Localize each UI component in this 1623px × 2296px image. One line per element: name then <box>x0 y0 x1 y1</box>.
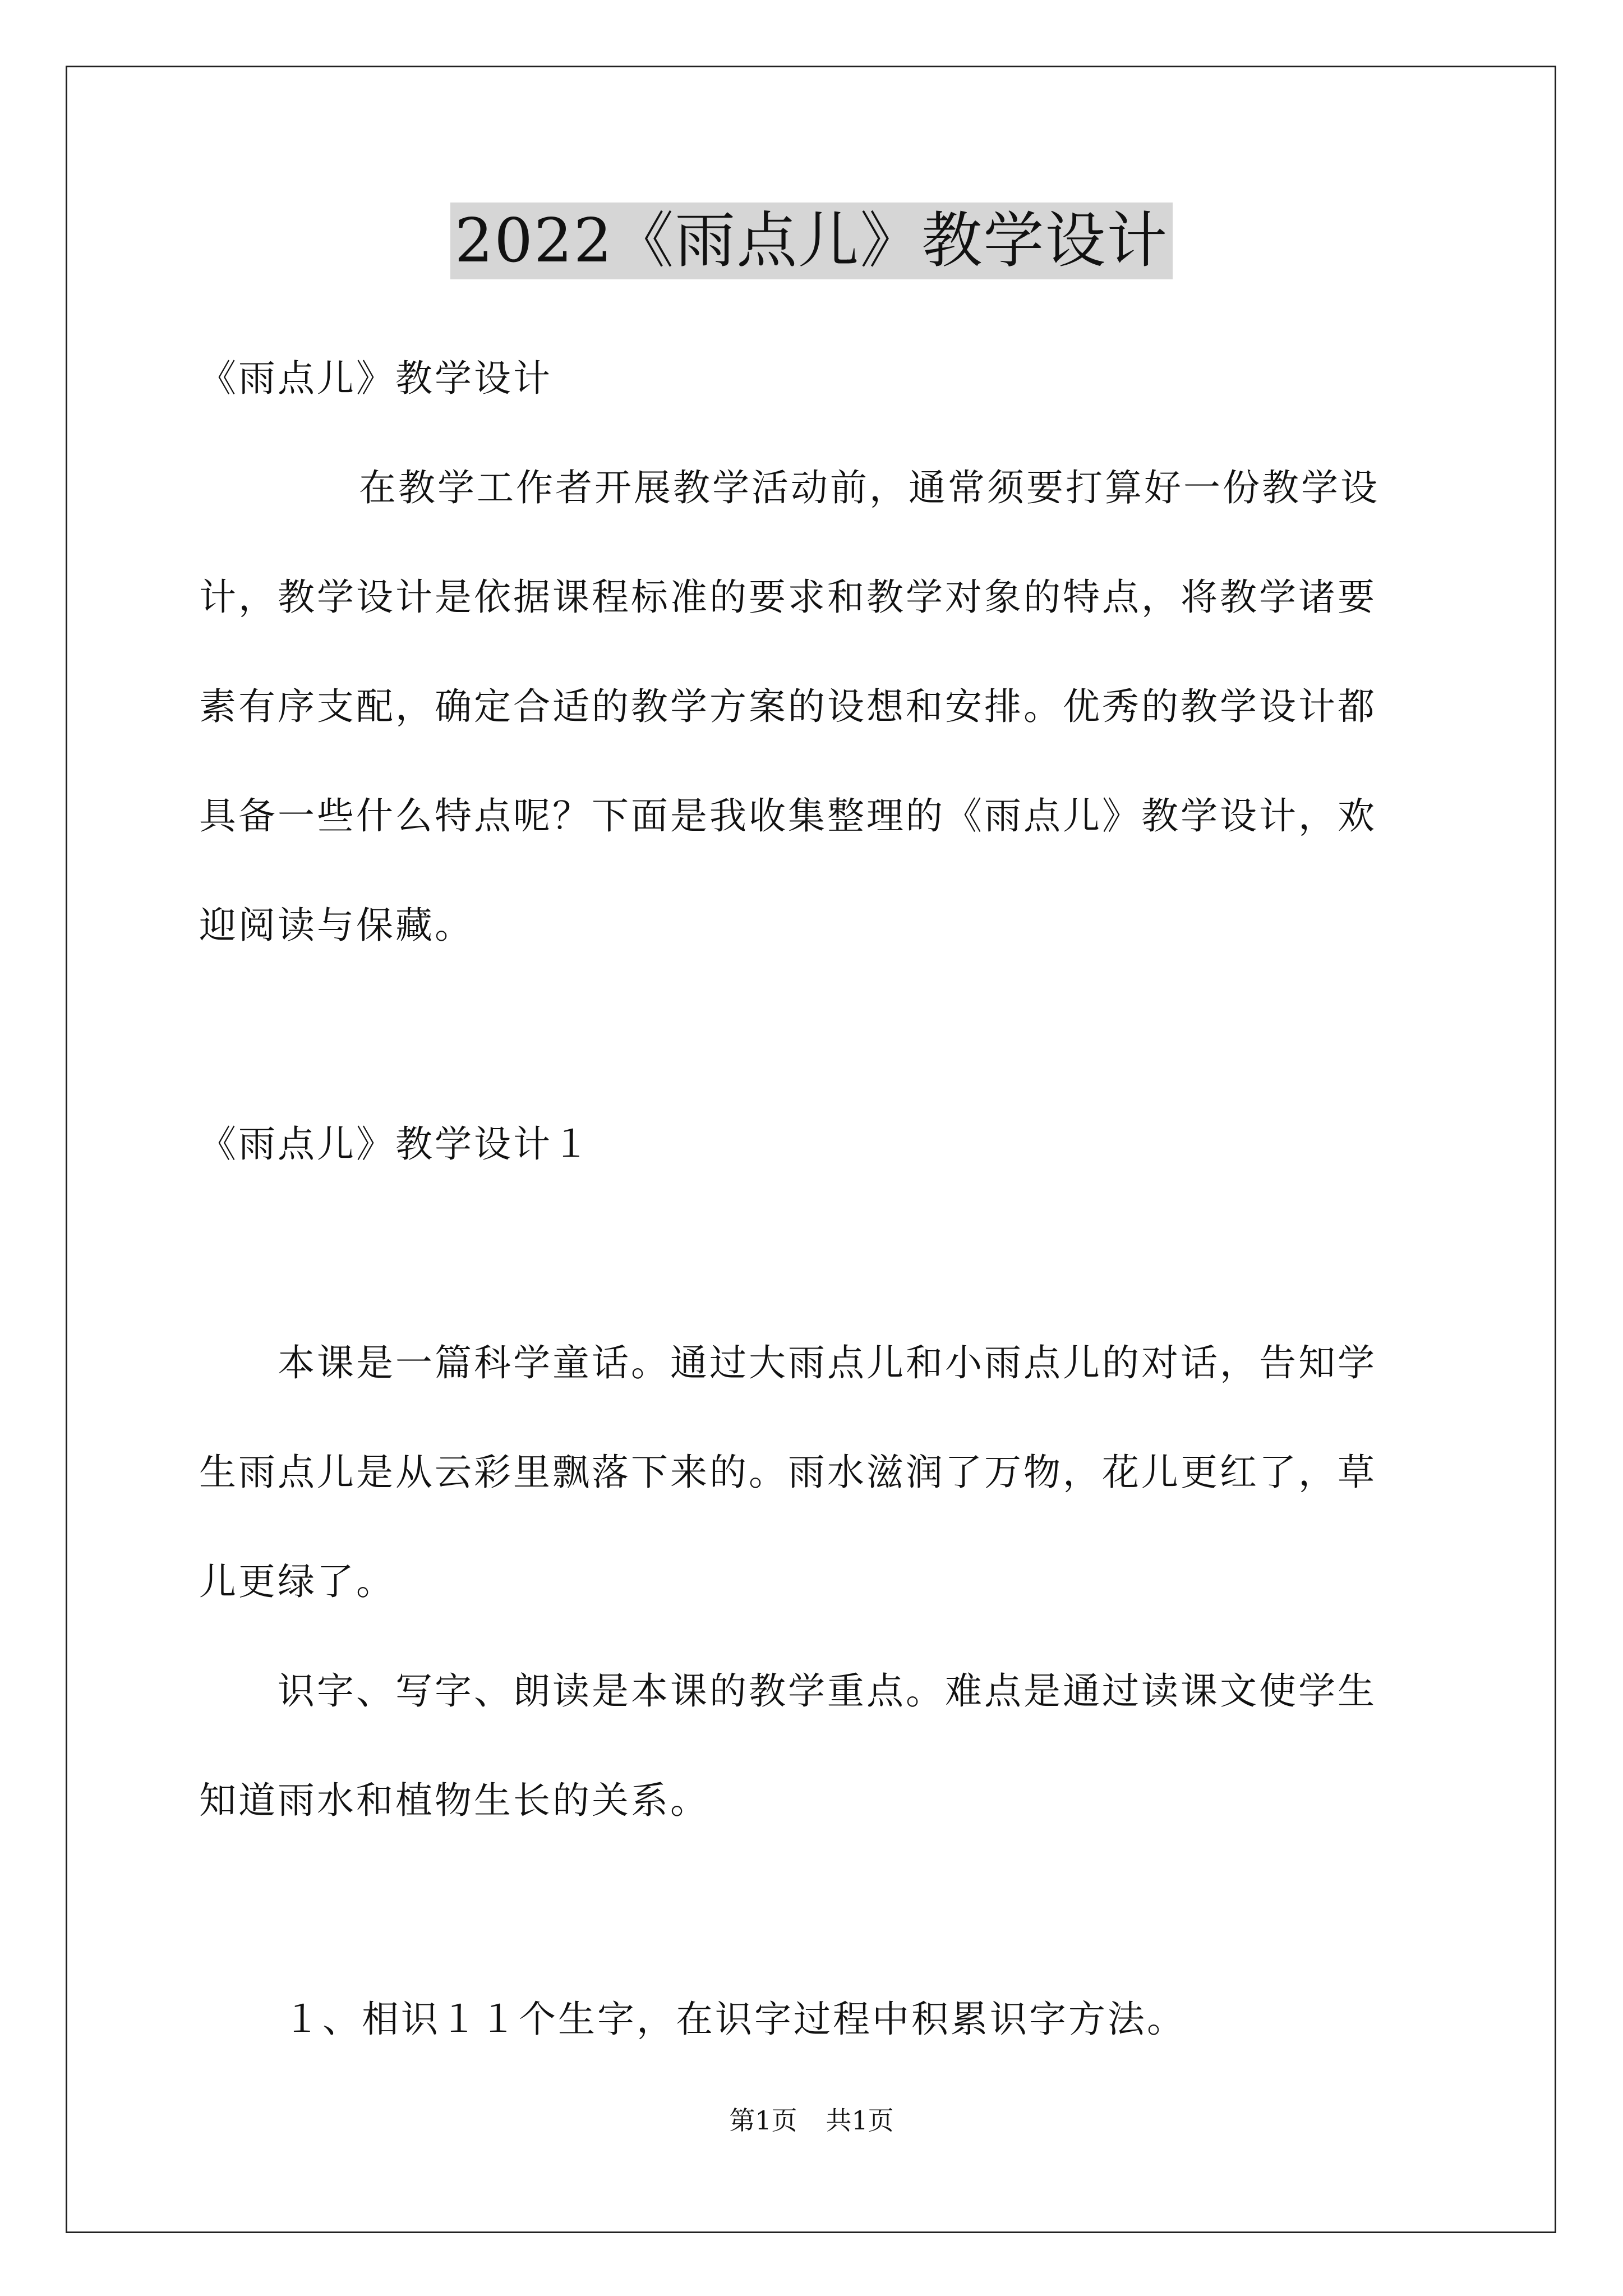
page-number: 第1页 <box>729 2105 797 2136</box>
paragraph-1-line-3: 儿更绿了。 <box>199 1560 395 1603</box>
section-heading: 《雨点儿》教学设计１ <box>199 1122 592 1166</box>
document-title-text: 2022《雨点儿》教学设计 <box>450 203 1173 279</box>
paragraph-2-line-1: 识字、写字、朗读是本课的教学重点。难点是通过读课文使学生 <box>278 1669 1377 1713</box>
paragraph-1-line-2: 生雨点儿是从云彩里飘落下来的。雨水滋润了万物，花儿更红了，草 <box>199 1451 1377 1494</box>
page-footer <box>0 2104 1623 2137</box>
page-total: 共1页 <box>826 2105 894 2136</box>
document-title <box>0 202 1623 280</box>
intro-line-3: 素有序支配，确定合适的教学方案的设想和安排。优秀的教学设计都 <box>199 685 1377 728</box>
intro-line-5: 迎阅读与保藏。 <box>199 904 474 947</box>
intro-line-4: 具备一些什么特点呢？下面是我收集整理的《雨点儿》教学设计，欢 <box>199 794 1377 838</box>
intro-line-2: 计，教学设计是依据课程标准的要求和教学对象的特点，将教学诸要 <box>199 576 1377 619</box>
paragraph-1-line-1: 本课是一篇科学童话。通过大雨点儿和小雨点儿的对话，告知学 <box>278 1341 1377 1384</box>
subtitle-line: 《雨点儿》教学设计 <box>199 357 552 400</box>
objective-item-1: １、相识１１个生字，在识字过程中积累识字方法。 <box>283 1998 1186 2041</box>
intro-line-1: 在教学工作者开展教学活动前，通常须要打算好一份教学设 <box>359 466 1380 509</box>
paragraph-2-line-2: 知道雨水和植物生长的关系。 <box>199 1779 709 1822</box>
